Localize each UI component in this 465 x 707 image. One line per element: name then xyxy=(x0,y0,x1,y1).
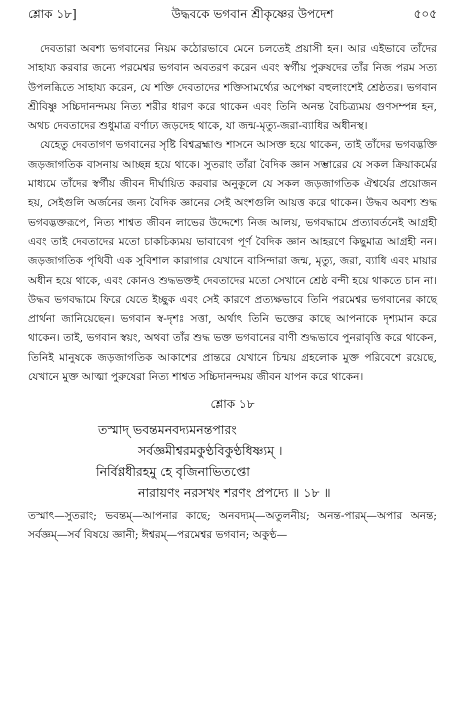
verse-line: সর্বজ্ঞমীশ্বরমকুণ্ঠবিকুণ্ঠধিষ্ণ্যম্ । xyxy=(138,442,283,458)
purport-paragraph: দেবতারা অবশ্য ভগবানের নিয়ম কঠোরভাবে মেনে চলতেই প্রয়াসী হন। আর এইভাবে তাঁদের সাহায্য করবার জন্যে পরমেশ্বর ভগবান অবতরণ করেন এবং স্বর্গীয় পুরুষদের তাঁর নিজ পরম সত্য উপলব্ধিতে সাহায্য করেন, যে শক্তি দেবতাদের শক্তিসামর্থ্যের অপেক্ষা বহুলাংশেই শ্রেষ্ঠতর। ভগবান শ্রীবিষ্ণু সচ্চিদানন্দময় নিত্য শরীর ধারণ করে থাকেন এবং তিনি অনন্ত বৈচিত্র্যময় গুণসম্পন্ন হন, অথচ দেবতাদের শুধুমাত্র বর্ণাঢ্য জড়দেহ থাকে, যা জন্ম-মৃত্যু-জরা-ব্যাধির অধীনস্থ। xyxy=(28,43,437,133)
purport-paragraph: যেহেতু দেবতাগণ ভগবানের সৃষ্টি বিশ্বব্রহ্মাণ্ড শাসনে আসক্ত হয়ে থাকেন, তাই তাঁদের ভগবদ্ভক্তি জড়জাগতিক বাসনায় আচ্ছন্ন হয়ে থাকে। সুতরাং তাঁরা বৈদিক জ্ঞান সম্ভারের যে সকল ক্রিয়াকর্মের মাধ্যমে তাঁদের স্বর্গীয় জীবন দীর্ঘায়িত করবার অনুকূলে যে সকল জড়জাগতিক ঐশ্বর্যের প্রয়োজন হয়, সেইগুলি অর্জনের জন্য বৈদিক জ্ঞানের সেই অংশগুলি আয়ত্ত করে থাকেন। উদ্ধব অবশ্য শুদ্ধ ভগবদ্ভক্তরূপে, নিত্য শাশ্বত জীবন লাভের উদ্দেশ্যে নিজ আলয়, ভগবদ্ধামে প্রত্যাবর্তনেই আগ্রহী এবং তাই দেবতাদের মতো চাকচিক্যময় ভাবাবেগ পূর্ণ বৈদিক জ্ঞান আহরণে কিছুমাত্র আগ্রহী নন। জড়জাগতিক পৃথিবী এক সুবিশাল কারাগার যেখানে বাসিন্দারা জন্ম, মৃত্যু, জরা, ব্যাধি এবং মায়ার অধীন হয়ে থাকে, এবং কোনও শুদ্ধভক্তই দেবতাদের মতো সেখানে শ্রেষ্ঠ বন্দী হয়ে থাকতে চান না। উদ্ধব ভগবদ্ধামে ফিরে যেতে ইচ্ছুক এবং সেই কারণে প্রত্যক্ষভাবে তিনি পরমেশ্বর ভগবানের কাছে প্রার্থনা জানিয়েছেন। ভগবান স্ব-দৃশঃ সত্তা, অর্থাৎ তিনি ভক্তের কাছে আপনাকে দৃশ্যমান করে থাকেন। তাই, ভগবান স্বয়ং, অথবা তাঁর শুদ্ধ ভক্ত ভগবানের বাণী শুদ্ধভাবে পুনরাবৃত্তি করে থাকেন, তিনিই মানুষকে জড়জাগতিক আকাশের প্রান্তরে যেখানে চিন্ময় গ্রহলোক মুক্ত পরিবেশে রয়েছে, যেখানে মুক্ত আত্মা পুরুষেরা নিত্য শাশ্বত সচ্চিদানন্দময় জীবন যাপন করে থাকেন। xyxy=(28,139,437,384)
verse-line: নারায়ণং নরসখং শরণং প্রপদ্যে ॥ ১৮ ॥ xyxy=(138,484,331,500)
page-header xyxy=(28,6,437,28)
purport-body xyxy=(28,40,437,545)
verse-line: নির্বিণ্ণধীরহমু হে বৃজিনাভিতপ্তো xyxy=(96,463,250,479)
verse-line: তস্মাদ্ ভবন্তমনবদ্যমনন্তপারং xyxy=(98,421,237,437)
header-verse-reference: শ্লোক ১৮] xyxy=(28,7,77,21)
word-synonyms: তস্মাৎ—সুতরাং; ভবন্তম্—আপনার কাছে; অনবদ্যম্—অতুলনীয়; অনন্ত-পারম্—অপার অনন্ত; সর্বজ্ঞম্—সর্ব বিষয়ে জ্ঞানী; ঈশ্বরম্—পরমেশ্বর ভগবান; অকুণ্ঠ— xyxy=(28,509,437,541)
header-chapter-title: উদ্ধবকে ভগবান শ্রীকৃষ্ণের উপদেশ xyxy=(171,7,334,21)
page-number: ৫০৫ xyxy=(413,7,437,21)
sanskrit-verse xyxy=(28,419,437,503)
verse-heading: শ্লোক ১৮ xyxy=(210,397,255,412)
